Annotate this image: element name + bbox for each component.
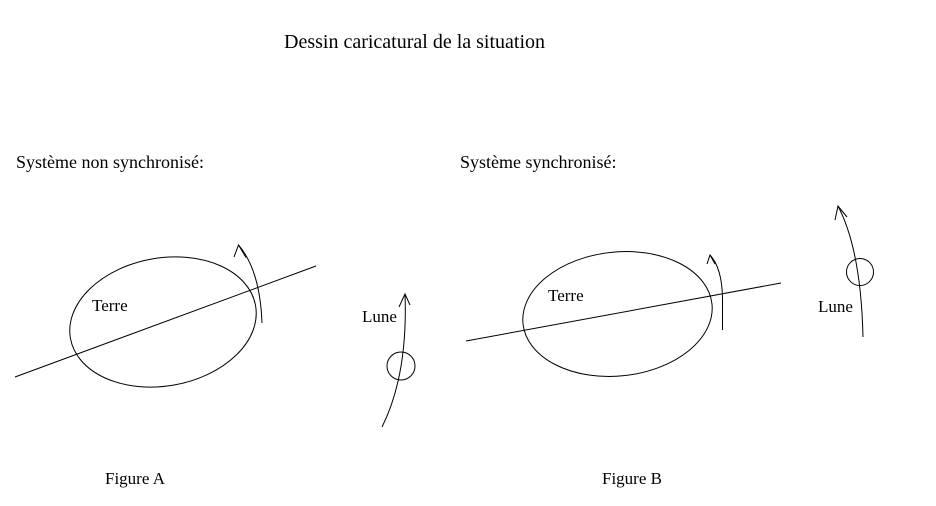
diagram-title: Dessin caricatural de la situation xyxy=(284,31,546,53)
right-system-label: Système synchronisé: xyxy=(460,152,617,172)
moon-motion-arrow-right xyxy=(838,206,863,337)
figure-b-group xyxy=(466,206,874,386)
moon-label-left: Lune xyxy=(362,307,397,326)
moon-label-right: Lune xyxy=(818,297,853,316)
earth-rotation-arrow-right xyxy=(710,255,723,330)
earth-rotation-arrow-left xyxy=(239,245,263,323)
figure-a-group xyxy=(15,243,415,427)
moon-circle-right xyxy=(847,259,874,286)
figure-b-caption: Figure B xyxy=(602,469,662,488)
rotation-axis-line-left xyxy=(15,266,316,377)
earth-label-right: Terre xyxy=(548,286,584,305)
figure-a-caption: Figure A xyxy=(105,469,165,488)
left-system-label: Système non synchronisé: xyxy=(16,152,204,172)
moon-motion-arrowhead-left-icon xyxy=(399,294,410,307)
earth-label-left: Terre xyxy=(92,296,128,315)
earth-rotation-arrowhead-left-icon xyxy=(234,245,246,258)
rotation-axis-line-right xyxy=(466,283,781,341)
earth-ellipse-right xyxy=(517,242,719,385)
